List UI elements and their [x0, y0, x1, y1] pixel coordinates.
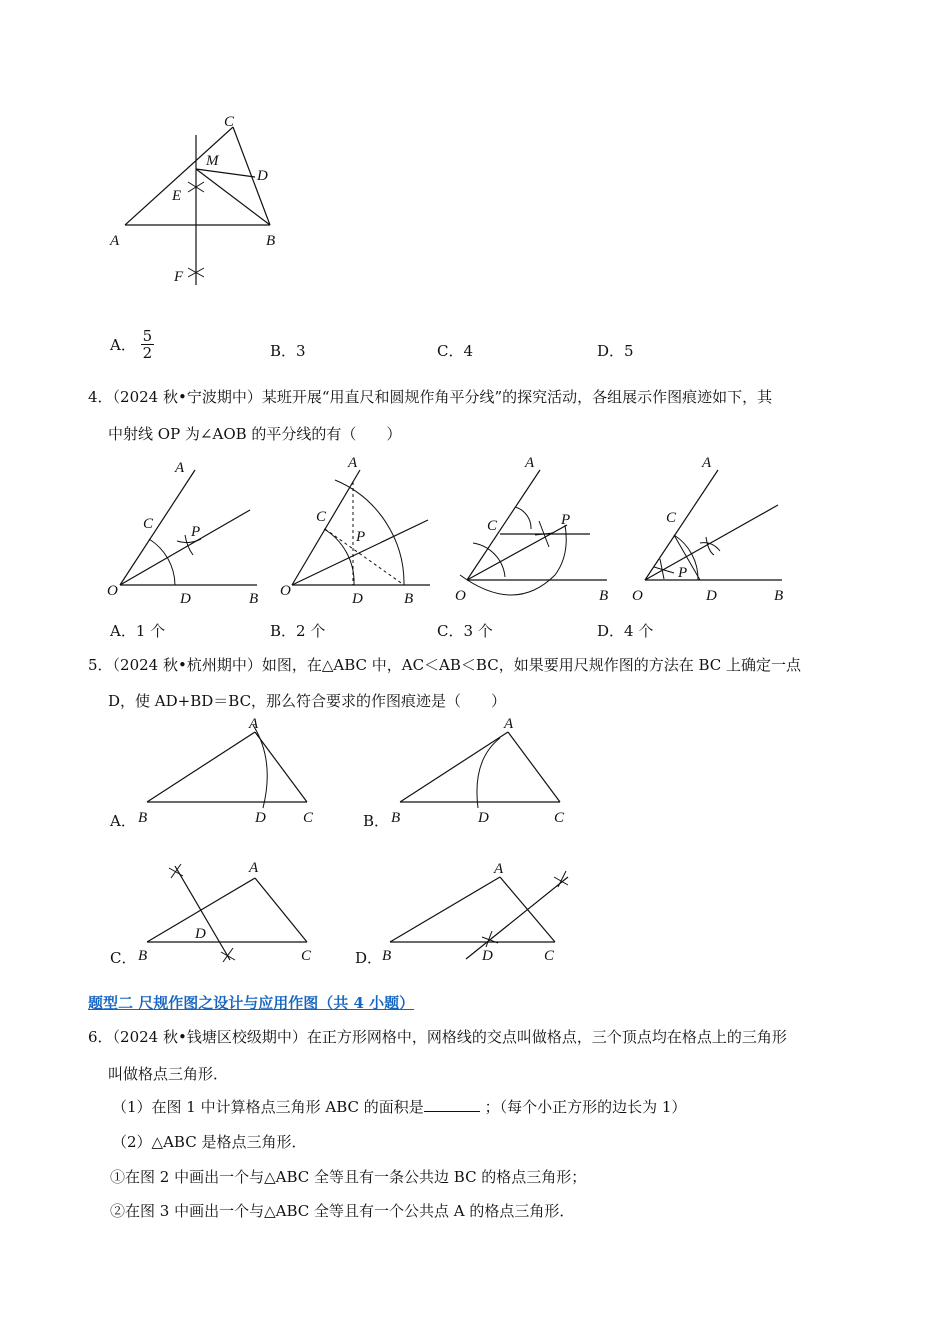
q4-figure-d	[630, 455, 795, 605]
q6-sub1	[112, 1097, 686, 1117]
q4a-label-b: B	[249, 591, 259, 607]
q4-figure-b	[280, 455, 440, 605]
section-title-2: 题型二 尺规作图之设计与应用作图（共 4 小题）	[88, 994, 415, 1012]
q4d-label-p: P	[678, 565, 688, 581]
q3-fraction-numerator: 5	[142, 327, 153, 345]
q4-stem-line2: 中射线 OP 为∠AOB 的平分线的有（ ）	[108, 425, 402, 443]
q4-option-d[interactable]: D．4 个	[597, 622, 654, 640]
q6-sub2: （2）△ABC 是格点三角形．	[112, 1133, 307, 1151]
q5b-label-b: B	[391, 810, 401, 826]
q4d-label-c: C	[666, 510, 677, 526]
q5a-label-d: D	[255, 810, 266, 826]
q5c-label-a: A	[249, 860, 259, 876]
q4-stem-line1: 4．（2024 秋•宁波期中）某班开展“用直尺和圆规作角平分线”的探究活动，各组展示作图痕迹如下，其	[88, 388, 773, 406]
q3-label-f: F	[174, 269, 184, 285]
q3-option-d[interactable]: D．5	[597, 342, 634, 360]
q6-answer-blank[interactable]	[424, 1097, 480, 1112]
q5a-label-c: C	[303, 810, 314, 826]
q4-figure-a	[105, 455, 270, 605]
q5c-label-d: D	[195, 926, 206, 942]
q5-figure-d	[378, 855, 588, 970]
q5d-label-a: A	[494, 861, 504, 877]
q5-stem-line2: D，使 AD+BD＝BC，那么符合要求的作图痕迹是（ ）	[108, 692, 507, 710]
q4c-label-o: O	[455, 588, 466, 604]
q5-stem-line1: 5．（2024 秋•杭州期中）如图，在△ABC 中，AC＜AB＜BC，如果要用尺规作图的方法在 BC 上确定一点	[88, 656, 802, 674]
q5b-label-a: A	[504, 716, 514, 732]
q3-label-c: C	[224, 114, 235, 130]
q5c-label-b: B	[138, 948, 148, 964]
q4b-label-c: C	[316, 509, 327, 525]
q3-label-b: B	[266, 233, 276, 249]
q4c-label-b: B	[599, 588, 609, 604]
q6-stem-line2: 叫做格点三角形．	[108, 1065, 229, 1083]
q4a-label-o: O	[107, 583, 118, 599]
q5a-label-a: A	[249, 716, 259, 732]
q4a-label-a: A	[175, 460, 185, 476]
q3-figure	[100, 105, 300, 295]
q4c-label-a: A	[525, 455, 535, 471]
q5d-label-c: C	[544, 948, 555, 964]
q5-figure-b	[388, 716, 578, 830]
q5d-label-d: D	[482, 948, 493, 964]
q5-option-b[interactable]: B．	[363, 812, 390, 830]
q3-option-a-label: A．	[110, 336, 136, 354]
q4d-label-b: B	[774, 588, 784, 604]
q4-option-a[interactable]: A．1 个	[110, 622, 166, 640]
q6-stem-line1: 6．（2024 秋•钱塘区校级期中）在正方形网格中，网格线的交点叫做格点，三个顶点均在格点上的三角形	[88, 1028, 787, 1046]
q3-option-a-fraction	[141, 328, 155, 361]
q4a-label-c: C	[143, 516, 154, 532]
q6-sub1-note: ；（每个小正方形的边长为 1）	[484, 1098, 687, 1116]
q3-label-m: M	[206, 153, 219, 169]
q4b-label-d: D	[352, 591, 363, 607]
q3-option-a[interactable]	[110, 328, 154, 361]
q4-option-b[interactable]: B．2 个	[270, 622, 326, 640]
q5-figure-a	[135, 716, 325, 830]
q4c-label-p: P	[561, 512, 571, 528]
q3-label-d: D	[257, 168, 268, 184]
q6-sub2-ii: ②在图 3 中画出一个与△ABC 全等且有一个公共点 A 的格点三角形．	[110, 1202, 575, 1220]
q5a-label-b: B	[138, 810, 148, 826]
q4b-label-p: P	[356, 529, 366, 545]
q4-figure-c	[455, 455, 620, 605]
q5-option-a[interactable]: A．	[110, 812, 136, 830]
q6-sub2-i: ①在图 2 中画出一个与△ABC 全等且有一条公共边 BC 的格点三角形；	[110, 1168, 587, 1186]
q4a-label-d: D	[180, 591, 191, 607]
q4a-label-p: P	[191, 524, 201, 540]
q5-option-d[interactable]: D．	[355, 949, 383, 967]
q4d-label-o: O	[632, 588, 643, 604]
q3-option-b[interactable]: B．3	[270, 342, 306, 360]
q3-label-a: A	[110, 233, 120, 249]
q5b-label-d: D	[478, 810, 489, 826]
q5-option-c[interactable]: C．	[110, 949, 137, 967]
q4b-label-a: A	[348, 455, 358, 471]
q4d-label-a: A	[702, 455, 712, 471]
q5c-label-c: C	[301, 948, 312, 964]
q5-figure-c	[135, 852, 325, 967]
q4c-label-c: C	[487, 518, 498, 534]
q5d-label-b: B	[382, 948, 392, 964]
q3-label-e: E	[172, 188, 182, 204]
q4b-label-o: O	[280, 583, 291, 599]
q3-option-c[interactable]: C．4	[437, 342, 474, 360]
q4d-label-d: D	[706, 588, 717, 604]
q6-sub1-text: （1）在图 1 中计算格点三角形 ABC 的面积是	[112, 1098, 424, 1116]
q4b-label-b: B	[404, 591, 414, 607]
q3-fraction-denominator: 2	[142, 344, 153, 362]
q5b-label-c: C	[554, 810, 565, 826]
q4-option-c[interactable]: C．3 个	[437, 622, 493, 640]
